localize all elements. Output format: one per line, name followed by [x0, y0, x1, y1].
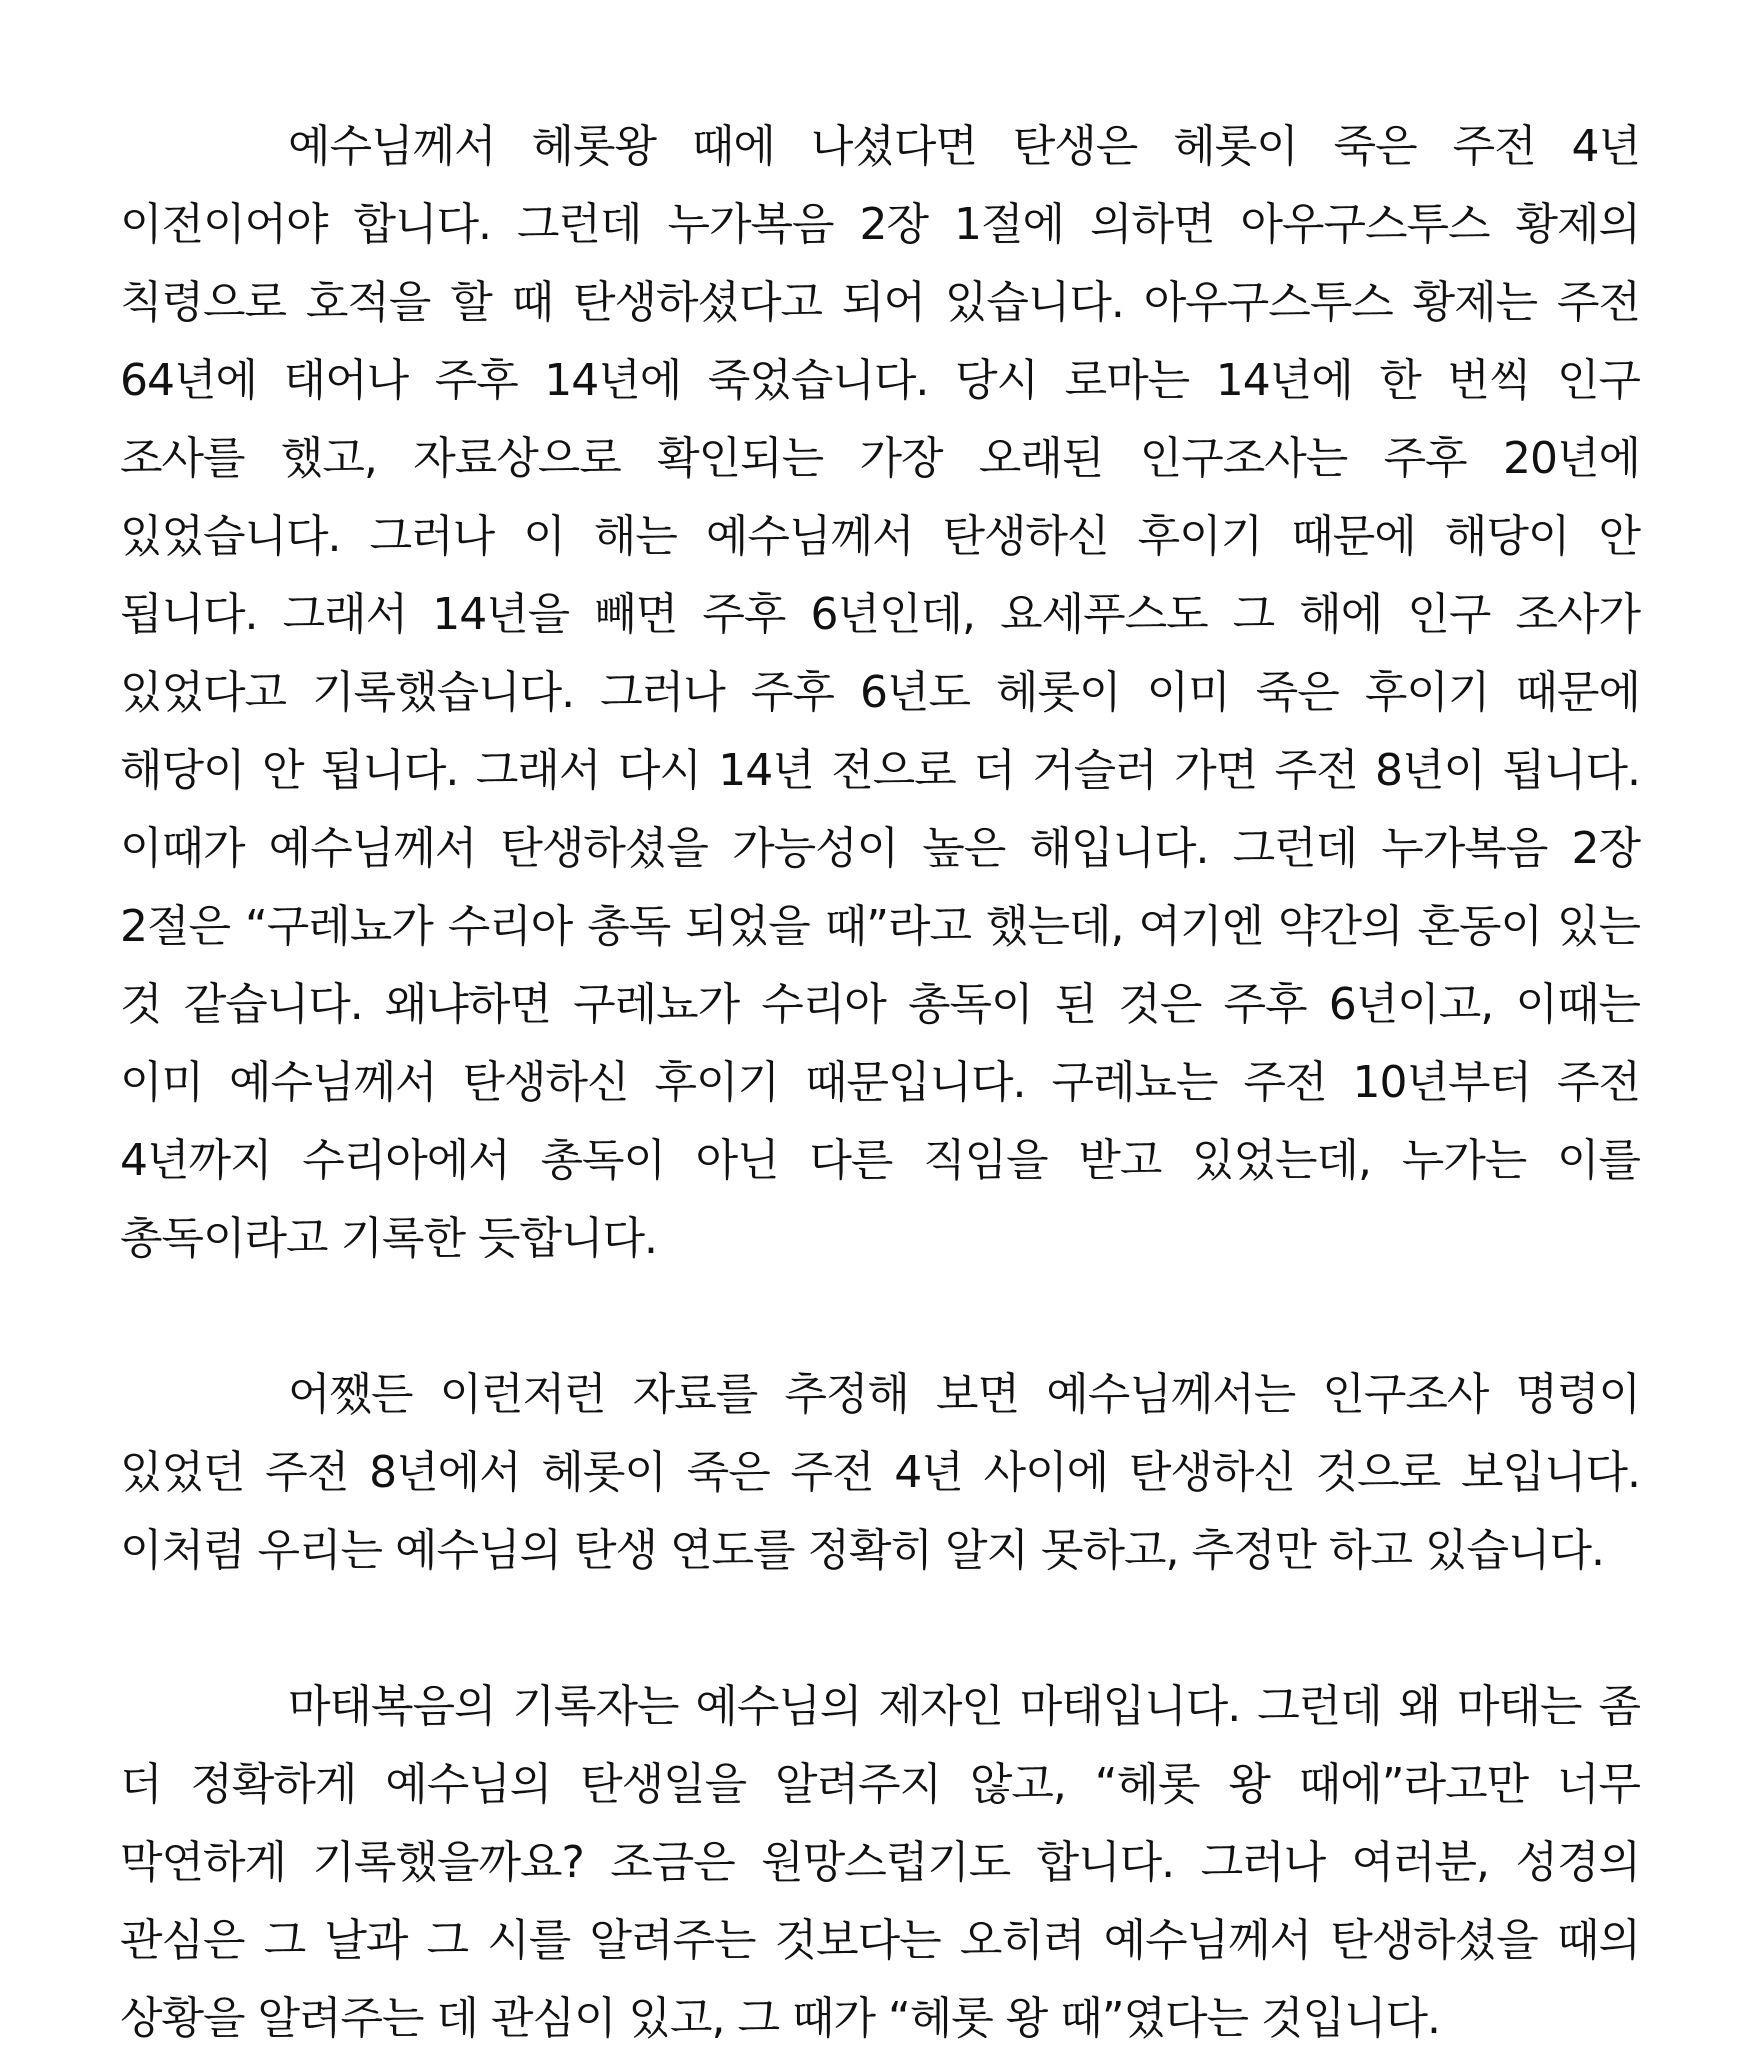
paragraph-1: 예수님께서 헤롯왕 때에 나셨다면 탄생은 헤롯이 죽은 주전 4년 이전이어야 합니다. 그런데 누가복음 2장 1절에 의하면 아우구스투스 황제의 칙령으로 호적을 할 때 탄생하셨다고 되어 있습니다. 아우구스투스 황제는 주전 64년에 태어나 주후 14년에 죽었습니다. 당시 로마는 14년에 한 번씩 인구 조사를 했고, 자료상으로 확인되는 가장 오래된 인구조사는 주후 20년에 있었습니다. 그러나 이 해는 예수님께서 탄생하신 후이기 때문에 해당이 안 됩니다. 그래서 14년을 빼면 주후 6년인데, 요세푸스도 그 해에 인구 조사가 있었다고 기록했습니다. 그러나 주후 6년도 헤롯이 이미 죽은 후이기 때문에 해당이 안 됩니다. 그래서 다시 14년 전으로 더 거슬러 가면 주전 8년이 됩니다. 이때가 예수님께서 탄생하셨을 가능성이 높은 해입니다. 그런데 누가복음 2장 2절은 “구레뇨가 수리아 총독 되었을 때”라고 했는데, 여기엔 약간의 혼동이 있는 것 같습니다. 왜냐하면 구레뇨가 수리아 총독이 된 것은 주후 6년이고, 이때는 이미 예수님께서 탄생하신 후이기 때문입니다. 구레뇨는 주전 10년부터 주전 4년까지 수리아에서 총독이 아닌 다른 직임을 받고 있었는데, 누가는 이를 총독이라고 기록한 듯합니다. — [120, 121, 1640, 1264]
paragraph-3: 마태복음의 기록자는 예수님의 제자인 마태입니다. 그런데 왜 마태는 좀 더 정확하게 예수님의 탄생일을 알려주지 않고, “헤롯 왕 때에”라고만 너무 막연하게 기록했을까요? 조금은 원망스럽기도 합니다. 그러나 여러분, 성경의 관심은 그 날과 그 시를 알려주는 것보다는 오히려 예수님께서 탄생하셨을 때의 상황을 알려주는 데 관심이 있고, 그 때가 “헤롯 왕 때”였다는 것입니다. — [120, 1681, 1640, 2044]
paragraph-2: 어쨌든 이런저런 자료를 추정해 보면 예수님께서는 인구조사 명령이 있었던 주전 8년에서 헤롯이 죽은 주전 4년 사이에 탄생하신 것으로 보입니다. 이처럼 우리는 예수님의 탄생 연도를 정확히 알지 못하고, 추정만 하고 있습니다. — [120, 1369, 1640, 1576]
document-body — [120, 108, 1640, 2058]
